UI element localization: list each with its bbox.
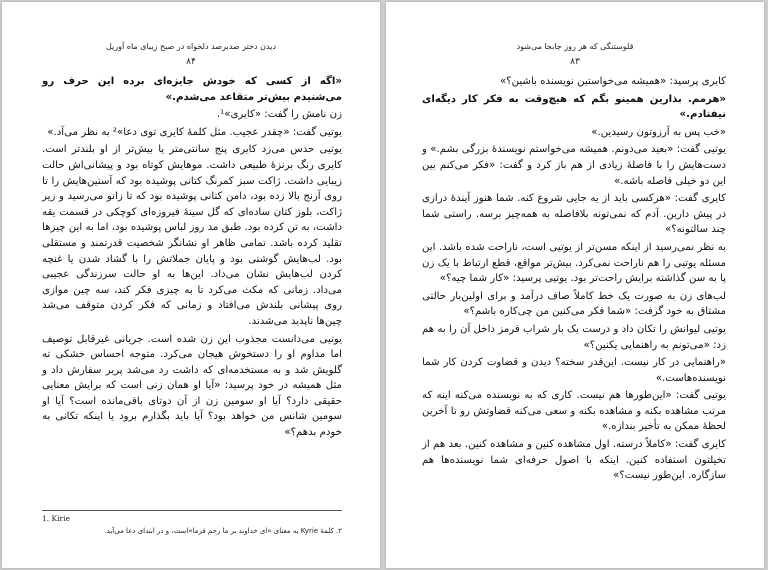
left-page (2, 2, 380, 568)
paragraph: یوتیی می‌دانست مجذوب این زن شده است. جریانی غیرقابل توصیف اما مداوم او را دستخوش هیجان می‌کرد. متوجه احساس خشکی ته گلویش شد و به مستخدمه‌ای که داشت رد می‌شد پریر سفارش داد و مثل همیشه در خود پرسید: «آیا او همان زنی است که برایش معنایی حقیقی دارد؟ آیا او سومین زن از آن دوتای باقی‌مانده است؟ آیا او سومین شانس من خواهد بود؟ آیا باید بگذارم برود یا اینکه تکانی به خودم بدهم؟» (42, 333, 342, 439)
paragraph: به نظر نمی‌رسید از اینکه مسن‌تر از یوتیی است، ناراحت شده باشد. این مسئله یوتیی را هم ناراحت نمی‌کرد. بیش‌تر مواقع، قطع ارتباط با یک زن پا به سن گذاشته برایش راحت‌تر بود. یوتیی پرسید: «کار شما چیه؟» (422, 241, 726, 285)
footnote-divider (42, 510, 342, 511)
running-head: دیدن دختر صدبرصد دلخواه در صبح زیبای ماه آوریل (105, 42, 277, 51)
paragraph: زن نامش را گفت: «کایری»¹. (216, 109, 342, 121)
paragraph: «راهنمایی در کار نیست. این‌قدر سخته؟ دیدن و قضاوت کردن کار شما نویسنده‌هاست.» (422, 357, 726, 384)
paragraph: یوتیی لیوانش را تکان داد و درست یک بار شراب قرمز داخل آن را به هم زد: «می‌تونم به راهنمایی یکنین؟» (422, 323, 726, 351)
paragraph: «خب پس به آرزوتون رسیدین.» (591, 126, 726, 138)
page-number: ۸۴ (186, 57, 196, 67)
footnote-latin: 1. Kirie (42, 514, 70, 523)
paragraph: «اگه از کسی که خودش جایزه‌ای برده این حرف رو می‌شنیدم بیش‌تر متقاعد می‌شدم.» (42, 76, 342, 103)
paragraph: یوتیی گفت: «بعید می‌دونم. همیشه می‌خواستم نویسندهٔ بزرگی بشم.» و دست‌هایش را با فاصلهٔ زیادی از هم باز کرد و گفت: «فکر می‌کنم بین این دو خیلی فاصله باشه.» (422, 144, 726, 187)
paragraph: یوتیی گفت: «این‌طورها هم نیست. کاری که به نویسنده می‌کنه اینه که مرتب مشاهده بکنه و مشاهده بکنه و سعی می‌کنه قضاوتش رو تا آخرین لحظهٔ ممکن به تأخیر بندازه.» (422, 390, 726, 433)
paragraph: لب‌های زن به صورت یک خط کاملاً صاف درآمد و برای اولین‌بار حالتی مشتاق به خود گرفت: «شما فکر می‌کنین من چی‌کاره باشم؟» (422, 290, 726, 318)
paragraph: کایری پرسید: «همیشه می‌خواستین نویسنده باشین؟» (499, 76, 726, 87)
paragraph: کایری گفت: «کاملاً درسته. اول مشاهده کنین و مشاهده کنین. بعد هم از تخیلتون استفاده کنین. اینکه با اصول حرفه‌ای شما نویسنده‌ها هم سازگاره. این‌طور نیست؟» (422, 439, 726, 482)
paragraph: یوتیی حدس می‌زد کایری پنج سانتی‌متر یا بیش‌تر از او بلندتر است. کایری رنگ برنزهٔ طبیعی داشت. موهایش کوتاه بود و پیشانی‌اش حالت زیبایی داشت. ژاکت سبز کمرنگ کتانی پوشیده بود که آستین‌هایش را تا روی آرنج بالا زده بود، دامن کتانی پوشیده بود که تا زانو می‌رسید و زیر ژاکت، بلوز کتان ساده‌ای که گل سینهٔ فیروزه‌ای کوچکی در قسمت یقه داشت، به تن کرده بود. طبق مد روز لباس پوشیده بود، اما به این چیزها تقلید کرده باشد. تمامی ظاهر او نشانگر شخصیت قدرتمند و مستقلی بود. لب‌هایش گوشتی بود و پایان جملاتش را با گشاد شدن یا غنچه کردن لب‌هایش نشان می‌داد. این‌ها به او حالت سرزندگی عجیبی می‌داد. زمانی که مکث می‌کرد تا به چیزی فکر کند، سه چین موازی روی پیشانی بلندش می‌افتاد و زمانی که فکر کردن متوقف می‌شد چین‌ها ناپدید می‌شدند. (42, 144, 342, 327)
footnote-persian: ۲. کلمهٔ Kyrie به معنای «ای خداوند بر ما رحم فرما»است، و در ابتدای دعا می‌آید. (104, 527, 342, 535)
page-body (42, 74, 342, 441)
paragraph: یوتیی گفت: «چقدر عجیب. مثل کلمهٔ کایری توی دعا»² به نظر می‌آد.» (47, 126, 342, 138)
page-number: ۸۳ (570, 57, 580, 67)
paragraph: «هرمم. بذارین همینو بگم که هیچ‌وقت به فکر کار دیگه‌ای نیفتادم.» (422, 93, 726, 121)
running-head: قلوستنگی که هر روز جابجا می‌شود (516, 42, 634, 51)
page-body (422, 74, 726, 484)
paragraph: کایری گفت: «هرکسی باید از یه جایی شروع کنه. شما هنوز آیندهٔ درازی در پیش دارین. آدم که نمی‌تونه بلافاصله به همه‌چیز برسه. راستی شما چند سالتونه؟» (422, 193, 726, 236)
right-page (386, 2, 764, 568)
